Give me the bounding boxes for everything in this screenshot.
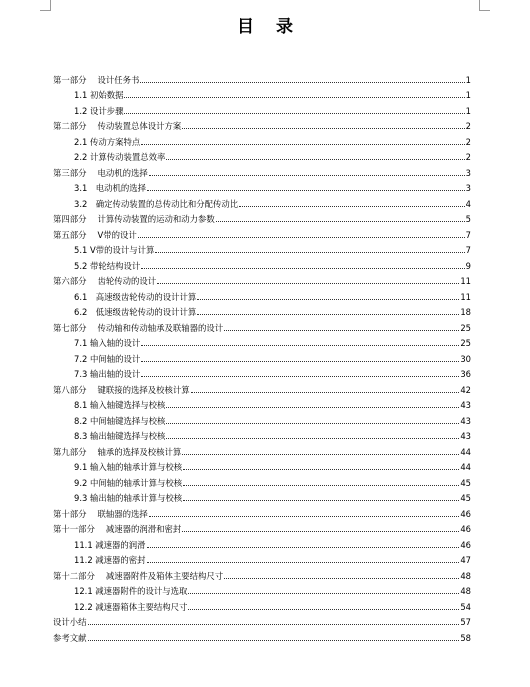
toc-entry-page-number: 7: [465, 245, 471, 255]
toc-entry-label: 第五部分 V带的设计: [53, 229, 137, 240]
toc-entry-page-number: 3: [465, 167, 471, 178]
toc-dot-leader: [166, 423, 459, 424]
toc-dot-leader: [182, 454, 459, 455]
toc-entry-page-number: 44: [460, 446, 471, 457]
toc-entry[interactable]: [53, 100, 471, 116]
toc-dot-leader: [88, 624, 460, 625]
toc-entry-label: 设计小结: [53, 617, 87, 627]
title-char-2: 录: [276, 17, 293, 37]
toc-entry-label: 第六部分 齿轮传动的设计: [53, 276, 157, 286]
toc-entry-label: 第十二部分 减速器附件及箱体主要结构尺寸: [53, 570, 224, 581]
toc-entry[interactable]: [53, 271, 471, 287]
toc-dot-leader: [197, 314, 459, 315]
toc-entry[interactable]: [53, 565, 471, 581]
toc-entry[interactable]: [53, 364, 471, 380]
toc-entry-label: 8.1 输入轴键选择与校核: [74, 400, 166, 410]
toc-entry[interactable]: [53, 379, 471, 395]
toc-dot-leader: [183, 500, 459, 501]
toc-dot-leader: [155, 252, 464, 253]
toc-entry[interactable]: [53, 441, 471, 457]
toc-entry-label: 第八部分 键联接的选择及校核计算: [53, 384, 190, 395]
toc-entry-label: 5.2 带轮结构设计: [74, 260, 141, 271]
toc-entry-page-number: 54: [460, 601, 471, 612]
toc-dot-leader: [166, 407, 459, 408]
toc-entry-label: 1.1 初始数据: [74, 90, 124, 100]
toc-entry-page-number: 46: [460, 539, 471, 550]
toc-entry[interactable]: [53, 85, 471, 101]
toc-entry-label: 7.3 输出轴的设计: [74, 369, 141, 379]
margin-crop-mark-right: [479, 0, 490, 11]
toc-entry-page-number: 48: [460, 570, 471, 581]
toc-entry-label: 8.2 中间轴键选择与校核: [74, 415, 166, 426]
toc-dot-leader: [239, 206, 465, 207]
toc-dot-leader: [182, 128, 464, 129]
toc-entry-page-number: 48: [460, 586, 471, 596]
toc-dot-leader: [141, 144, 464, 145]
toc-entry[interactable]: [53, 131, 471, 147]
toc-entry[interactable]: [53, 224, 471, 240]
toc-entry[interactable]: [53, 426, 471, 442]
toc-entry-label: 1.2 设计步骤: [74, 105, 124, 116]
toc-entry[interactable]: [53, 116, 471, 132]
toc-entry-label: 参考文献: [53, 632, 87, 643]
toc-entry[interactable]: [53, 503, 471, 519]
toc-entry[interactable]: [53, 395, 471, 411]
toc-entry-label: 9.1 输入轴的轴承计算与校核: [74, 462, 183, 472]
toc-entry[interactable]: [53, 472, 471, 488]
toc-entry-label: 第一部分 设计任务书: [53, 74, 140, 85]
toc-entry-page-number: 7: [465, 229, 471, 240]
toc-entry-page-number: 18: [460, 307, 471, 317]
toc-dot-leader: [141, 268, 464, 269]
toc-entry-page-number: 5: [465, 214, 471, 224]
toc-entry-page-number: 1: [465, 105, 471, 116]
toc-entry-label: 第十部分 联轴器的选择: [53, 508, 148, 519]
toc-entry-label: 2.1 传动方案特点: [74, 136, 141, 147]
toc-dot-leader: [166, 159, 464, 160]
toc-dot-leader: [141, 376, 459, 377]
margin-crop-mark-left: [40, 0, 51, 11]
toc-entry-label: 第九部分 轴承的选择及校核计算: [53, 446, 182, 457]
table-of-contents: [53, 69, 471, 643]
toc-dot-leader: [197, 299, 459, 300]
toc-entry-label: 6.1 高速级齿轮传动的设计计算: [74, 291, 197, 302]
toc-entry-label: 第七部分 传动轴和传动轴承及联轴器的设计: [53, 322, 224, 333]
toc-entry-label: 3.1 电动机的选择: [74, 183, 146, 193]
toc-dot-leader: [188, 609, 459, 610]
toc-dot-leader: [141, 361, 459, 362]
toc-entry-label: 12.1 减速器附件的设计与选取: [74, 586, 188, 596]
toc-entry-page-number: 1: [465, 90, 471, 100]
toc-dot-leader: [138, 237, 465, 238]
toc-entry[interactable]: [53, 147, 471, 163]
toc-entry[interactable]: [53, 348, 471, 364]
toc-entry-page-number: 3: [465, 183, 471, 193]
toc-entry-label: 第四部分 计算传动装置的运动和动力参数: [53, 214, 215, 224]
toc-entry-page-number: 2: [465, 136, 471, 147]
toc-dot-leader: [224, 330, 459, 331]
toc-entry[interactable]: [53, 255, 471, 271]
toc-entry-label: 7.1 输入轴的设计: [74, 338, 141, 348]
toc-entry-label: 12.2 减速器箱体主要结构尺寸: [74, 601, 188, 612]
toc-entry-page-number: 43: [460, 415, 471, 426]
toc-entry-label: 8.3 输出轴键选择与校核: [74, 431, 166, 441]
toc-entry-label: 5.1 V带的设计与计算: [74, 245, 155, 255]
toc-entry[interactable]: [53, 69, 471, 85]
toc-entry-page-number: 45: [460, 477, 471, 488]
toc-entry-label: 第十一部分 减速器的润滑和密封: [53, 524, 182, 534]
toc-entry-page-number: 9: [465, 260, 471, 271]
toc-entry[interactable]: [53, 457, 471, 473]
toc-entry[interactable]: [53, 534, 471, 550]
toc-entry-label: 11.2 减速器的密封: [74, 555, 146, 565]
toc-entry-page-number: 25: [460, 322, 471, 333]
toc-entry[interactable]: [53, 519, 471, 535]
toc-entry-page-number: 46: [460, 524, 471, 534]
toc-entry[interactable]: [53, 488, 471, 504]
toc-dot-leader: [216, 221, 465, 222]
toc-dot-leader: [124, 113, 464, 114]
toc-entry-label: 6.2 低速级齿轮传动的设计计算: [74, 307, 197, 317]
toc-entry-page-number: 2: [465, 152, 471, 162]
toc-dot-leader: [183, 485, 459, 486]
toc-entry[interactable]: [53, 333, 471, 349]
toc-entry[interactable]: [53, 286, 471, 302]
toc-entry-page-number: 44: [460, 462, 471, 472]
toc-dot-leader: [149, 175, 465, 176]
toc-dot-leader: [183, 469, 459, 470]
toc-entry-page-number: 36: [460, 369, 471, 379]
toc-dot-leader: [166, 438, 459, 439]
toc-entry-page-number: 4: [465, 198, 471, 209]
toc-entry[interactable]: [53, 627, 471, 643]
toc-dot-leader: [182, 531, 459, 532]
toc-entry-label: 第二部分 传动装置总体设计方案: [53, 121, 182, 131]
toc-entry[interactable]: [53, 193, 471, 209]
toc-entry[interactable]: [53, 209, 471, 225]
toc-entry[interactable]: [53, 162, 471, 178]
toc-dot-leader: [149, 516, 460, 517]
toc-entry-page-number: 57: [460, 617, 471, 627]
toc-dot-leader: [191, 392, 460, 393]
toc-dot-leader: [140, 82, 464, 83]
toc-dot-leader: [157, 283, 459, 284]
toc-dot-leader: [124, 97, 464, 98]
toc-entry-page-number: 11: [460, 276, 471, 286]
toc-entry-page-number: 30: [460, 353, 471, 364]
toc-entry[interactable]: [53, 240, 471, 256]
toc-entry[interactable]: [53, 612, 471, 628]
toc-dot-leader: [147, 190, 465, 191]
toc-entry-page-number: 47: [460, 555, 471, 565]
toc-entry-page-number: 43: [460, 431, 471, 441]
toc-entry-label: 7.2 中间轴的设计: [74, 353, 141, 364]
toc-entry-label: 9.2 中间轴的轴承计算与校核: [74, 477, 183, 488]
toc-entry-label: 9.3 输出轴的轴承计算与校核: [74, 493, 183, 503]
toc-entry[interactable]: [53, 410, 471, 426]
toc-entry[interactable]: [53, 581, 471, 597]
toc-dot-leader: [88, 640, 460, 641]
toc-entry[interactable]: [53, 550, 471, 566]
toc-entry-label: 3.2 确定传动装置的总传动比和分配传动比: [74, 198, 239, 209]
toc-dot-leader: [188, 593, 459, 594]
toc-entry-page-number: 25: [460, 338, 471, 348]
title-char-1: 目: [237, 17, 254, 37]
toc-entry-label: 2.2 计算传动装置总效率: [74, 152, 166, 162]
toc-entry-label: 第三部分 电动机的选择: [53, 167, 148, 178]
toc-entry-page-number: 2: [465, 121, 471, 131]
toc-dot-leader: [147, 547, 460, 548]
toc-entry-label: 11.1 减速器的润滑: [74, 539, 146, 550]
toc-dot-leader: [147, 562, 460, 563]
document-title: [0, 12, 530, 37]
toc-entry-page-number: 58: [460, 632, 471, 643]
toc-entry[interactable]: [53, 596, 471, 612]
toc-dot-leader: [224, 578, 459, 579]
toc-entry[interactable]: [53, 302, 471, 318]
toc-dot-leader: [141, 345, 459, 346]
toc-entry-page-number: 45: [460, 493, 471, 503]
toc-entry[interactable]: [53, 178, 471, 194]
toc-entry-page-number: 11: [460, 291, 471, 302]
toc-entry-page-number: 46: [460, 508, 471, 519]
toc-entry-page-number: 42: [460, 384, 471, 395]
toc-entry[interactable]: [53, 317, 471, 333]
toc-entry-page-number: 1: [465, 74, 471, 85]
toc-entry-page-number: 43: [460, 400, 471, 410]
